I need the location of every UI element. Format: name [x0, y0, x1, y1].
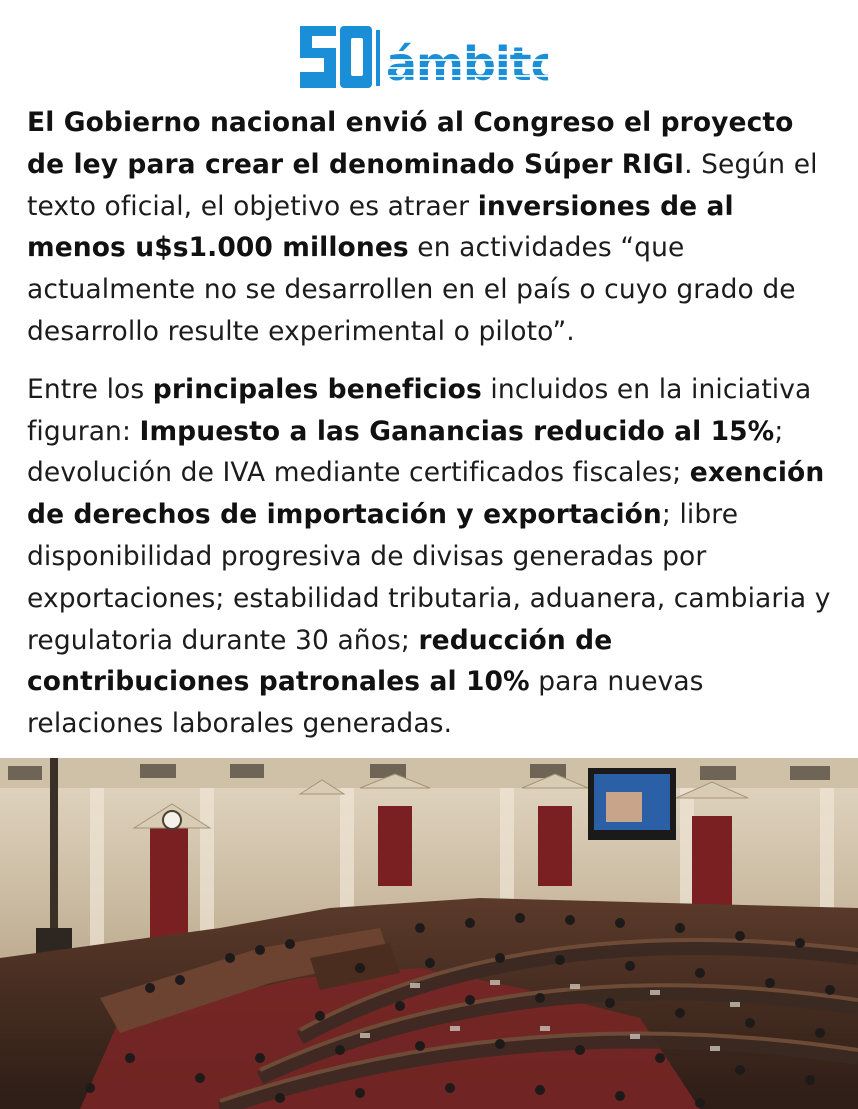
- text-span: en actividades “que actualmente no se desarrollen en el país o cuyo grado de desarrollo resulte experimental o piloto”.: [27, 232, 796, 347]
- investment-bold: inversiones de al menos u$s1.000 millones: [27, 190, 734, 264]
- text-span: para nuevas relaciones laborales generadas.: [27, 666, 704, 740]
- exencion-bold: exención de derechos de importación y exportación: [27, 457, 825, 531]
- ambito-50-logo[interactable]: [300, 22, 548, 90]
- article-body: [27, 102, 837, 745]
- contribuciones-bold: reducción de contribuciones patronales al 10%: [27, 624, 613, 698]
- lead-bold: El Gobierno nacional envió al Congreso el proyecto de ley para crear el denominado Súper RIGI: [27, 107, 794, 180]
- text-span: ; libre disponibilidad progresiva de divisas generadas por exportaciones; estabilidad tributaria, aduanera, cambiaria y regulatoria durante 30 años;: [27, 499, 831, 656]
- ganancias-bold: Impuesto a las Ganancias reducido al 15%: [139, 415, 775, 447]
- chamber-illustration: [0, 758, 858, 1109]
- paragraph-1: [27, 102, 837, 353]
- text-span: ; devolución de IVA mediante certificados fiscales;: [27, 415, 784, 489]
- text-span: incluidos en la iniciativa figuran:: [27, 373, 812, 447]
- paragraph-2: [27, 369, 837, 745]
- congress-chamber-photo: [0, 758, 858, 1109]
- benefits-bold: principales beneficios: [152, 373, 482, 405]
- text-span: Entre los: [27, 373, 153, 405]
- text-span: . Según el texto oficial, el objetivo es atraer: [27, 148, 818, 222]
- logo-graphic: [300, 22, 548, 90]
- logo-word: ámbito: [386, 37, 548, 90]
